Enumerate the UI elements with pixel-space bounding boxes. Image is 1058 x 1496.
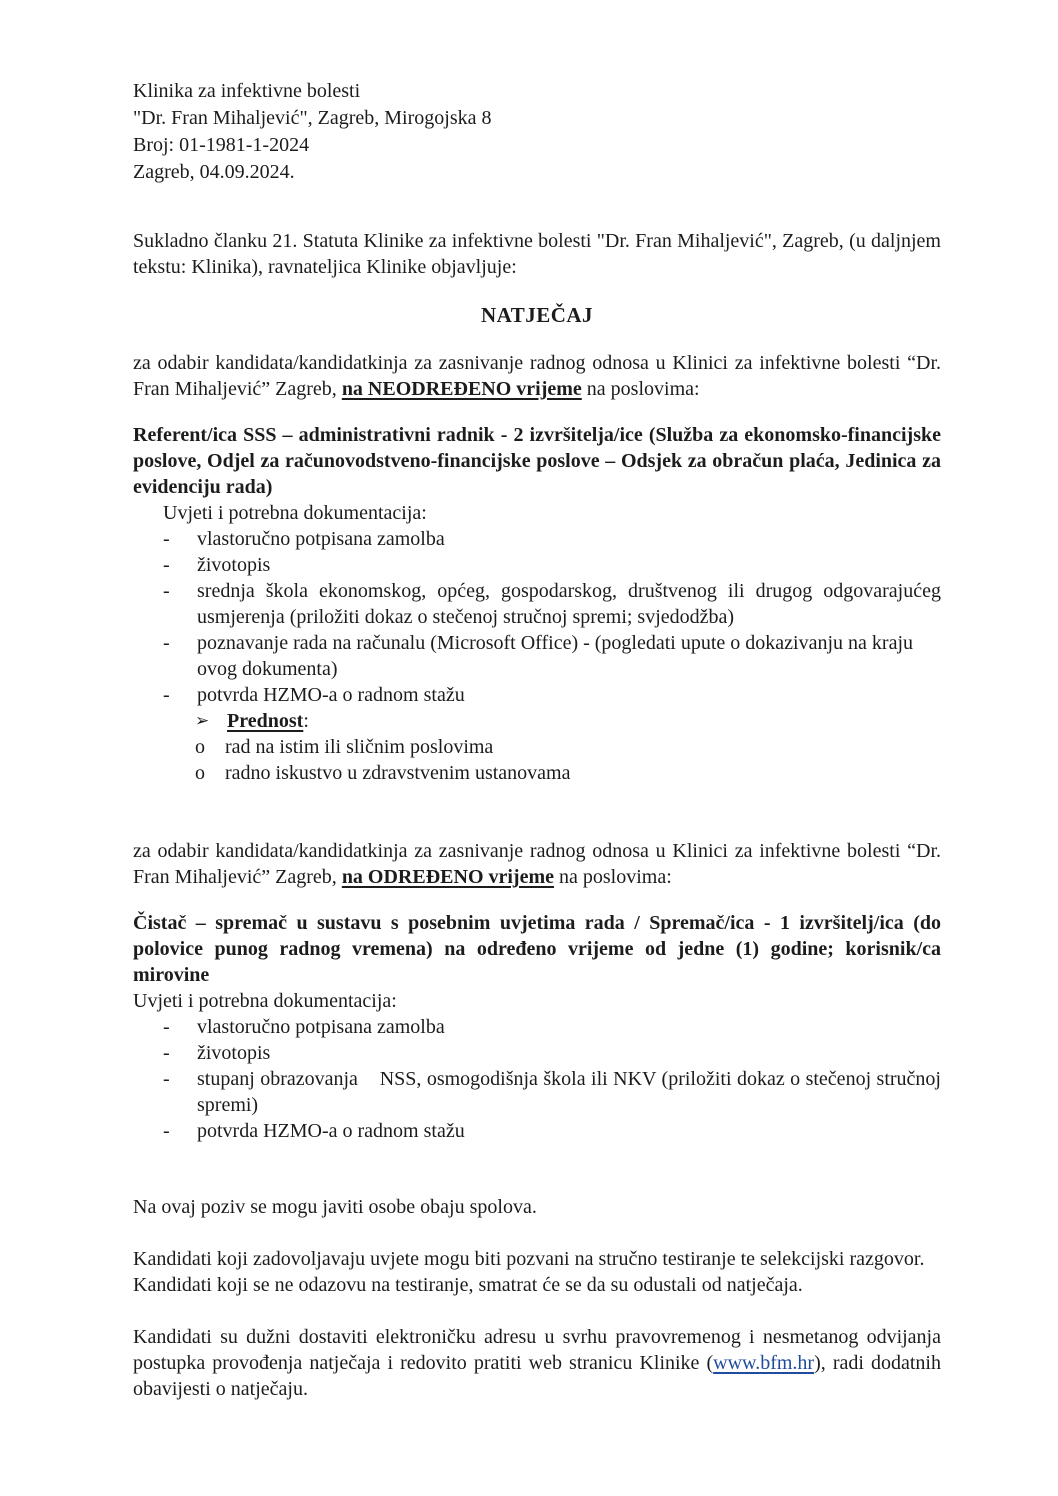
requirement-text: životopis <box>197 554 271 576</box>
circle-bullet: o <box>195 762 205 784</box>
advantage-list <box>133 734 941 786</box>
list-item <box>163 578 941 630</box>
requirements-label-permanent: Uvjeti i potrebna dokumentacija: <box>163 502 427 524</box>
requirement-text: vlastoručno potpisana zamolba <box>197 528 445 550</box>
list-item <box>163 1066 941 1118</box>
advantage-heading-text <box>227 708 309 734</box>
document-title: NATJEČAJ <box>480 303 594 327</box>
call-fixed-text-pre: za odabir kandidata/kandidatkinja za zasnivanje radnog odnosa u Klinici za infektivne bolesti “Dr. Fran Mihaljević” Zagreb, <box>133 840 941 888</box>
intro-paragraph: Sukladno članku 21. Statuta Klinike za infektivne bolesti "Dr. Fran Mihaljević", Zagreb, (u daljnjem tekstu: Klinika), ravnateljica Klinike objavljuje: <box>133 230 941 278</box>
requirements-list-permanent <box>133 526 941 708</box>
circle-bullet: o <box>195 736 205 758</box>
testing-notice: Kandidati koji zadovoljavaju uvjete mogu biti pozvani na stručno testiranje te selekcijski razgovor. <box>133 1248 925 1270</box>
list-item <box>163 682 941 708</box>
fixed-term-emphasis: na ODREĐENO vrijeme <box>341 866 555 888</box>
list-item <box>195 760 941 786</box>
dash-bullet: - <box>163 632 170 654</box>
list-item <box>163 1118 941 1144</box>
requirement-text: stupanj obrazovanja NSS, osmogodišnja škola ili NKV (priložiti dokaz o stečenoj stručnoj spremi) <box>197 1068 941 1116</box>
org-name: Klinika za infektivne bolesti <box>133 80 361 102</box>
dash-bullet: - <box>163 580 170 602</box>
letterhead <box>133 78 941 186</box>
call-fixed-text-post: na poslovima: <box>554 866 672 888</box>
advantage-item-text: rad na istim ili sličnim poslovima <box>225 736 494 758</box>
arrow-bullet-icon: ➢ <box>195 711 210 731</box>
clinic-website-link[interactable]: www.bfm.hr <box>713 1352 815 1374</box>
list-item <box>163 552 941 578</box>
advantage-label: Prednost <box>227 710 304 732</box>
permanent-term-emphasis: na NEODREĐENO vrijeme <box>341 378 582 400</box>
dash-bullet: - <box>163 528 170 550</box>
job-title-cleaner: Čistač – spremač u sustavu s posebnim uvjetima rada / Spremač/ica - 1 izvršitelj/ica (do polovice punog radnog vremena) na određeno vrijeme od jedne (1) godine; korisnik/ca mirovine <box>133 912 941 986</box>
requirements-list-fixed-term <box>133 1014 941 1144</box>
list-item <box>163 526 941 552</box>
email-notice-text-pre: Kandidati su dužni dostaviti elektroničku adresu u svrhu pravovremenog i nesmetanog odvijanja postupka provođenja natječaja i redovito pratiti web stranicu Klinike ( <box>133 1326 941 1374</box>
org-address: "Dr. Fran Mihaljević", Zagreb, Mirogojska 8 <box>133 107 492 129</box>
list-item <box>163 630 941 682</box>
call-paragraph-permanent <box>133 350 941 402</box>
requirement-text: poznavanje rada na računalu (Microsoft Office) - (pogledati upute o dokazivanju na kraju ovog dokumenta) <box>197 632 914 680</box>
list-item <box>163 1014 941 1040</box>
requirement-text: vlastoručno potpisana zamolba <box>197 1016 445 1038</box>
advantage-item-text: radno iskustvo u zdravstvenim ustanovama <box>225 762 571 784</box>
call-permanent-text-post: na poslovima: <box>581 378 700 400</box>
call-permanent-text-pre: za odabir kandidata/kandidatkinja za zasnivanje radnog odnosa u Klinici za infektivne bolesti “Dr. Fran Mihaljević” Zagreb, <box>133 352 941 400</box>
list-item <box>195 734 941 760</box>
requirements-label-fixed-term: Uvjeti i potrebna dokumentacija: <box>133 990 397 1012</box>
dash-bullet: - <box>163 1068 170 1090</box>
dash-bullet: - <box>163 1016 170 1038</box>
requirement-text: srednja škola ekonomskog, općeg, gospodarskog, društvenog ili drugog odgovarajućeg usmjerenja (priložiti dokaz o stečenoj stručnoj spremi; svjedodžba) <box>197 580 941 628</box>
dash-bullet: - <box>163 684 170 706</box>
advantage-heading <box>133 708 941 734</box>
list-item <box>163 1040 941 1066</box>
email-notice <box>133 1324 941 1402</box>
document-date: Zagreb, 04.09.2024. <box>133 161 295 183</box>
dash-bullet: - <box>163 1120 170 1142</box>
equal-opportunity-notice: Na ovaj poziv se mogu javiti osobe obaju spolova. <box>133 1196 537 1218</box>
requirement-text: potvrda HZMO-a o radnom stažu <box>197 1120 465 1142</box>
email-notice-text-post: ), radi dodatnih obavijesti o natječaju. <box>133 1352 941 1400</box>
requirement-text: životopis <box>197 1042 271 1064</box>
job-title-referent: Referent/ica SSS – administrativni radnik - 2 izvršitelja/ice (Služba za ekonomsko-financijske poslove, Odjel za računovodstveno-financijske poslove – Odsjek za obračun plaća, Jedinica za evidenciju rada) <box>133 424 941 498</box>
call-paragraph-fixed-term <box>133 838 941 890</box>
document-number: Broj: 01-1981-1-2024 <box>133 134 310 156</box>
requirement-text: potvrda HZMO-a o radnom stažu <box>197 684 465 706</box>
dash-bullet: - <box>163 554 170 576</box>
advantage-colon: : <box>303 710 309 732</box>
dash-bullet: - <box>163 1042 170 1064</box>
no-show-notice: Kandidati koji se ne odazovu na testiranje, smatrat će se da su odustali od natječaja. <box>133 1274 803 1296</box>
